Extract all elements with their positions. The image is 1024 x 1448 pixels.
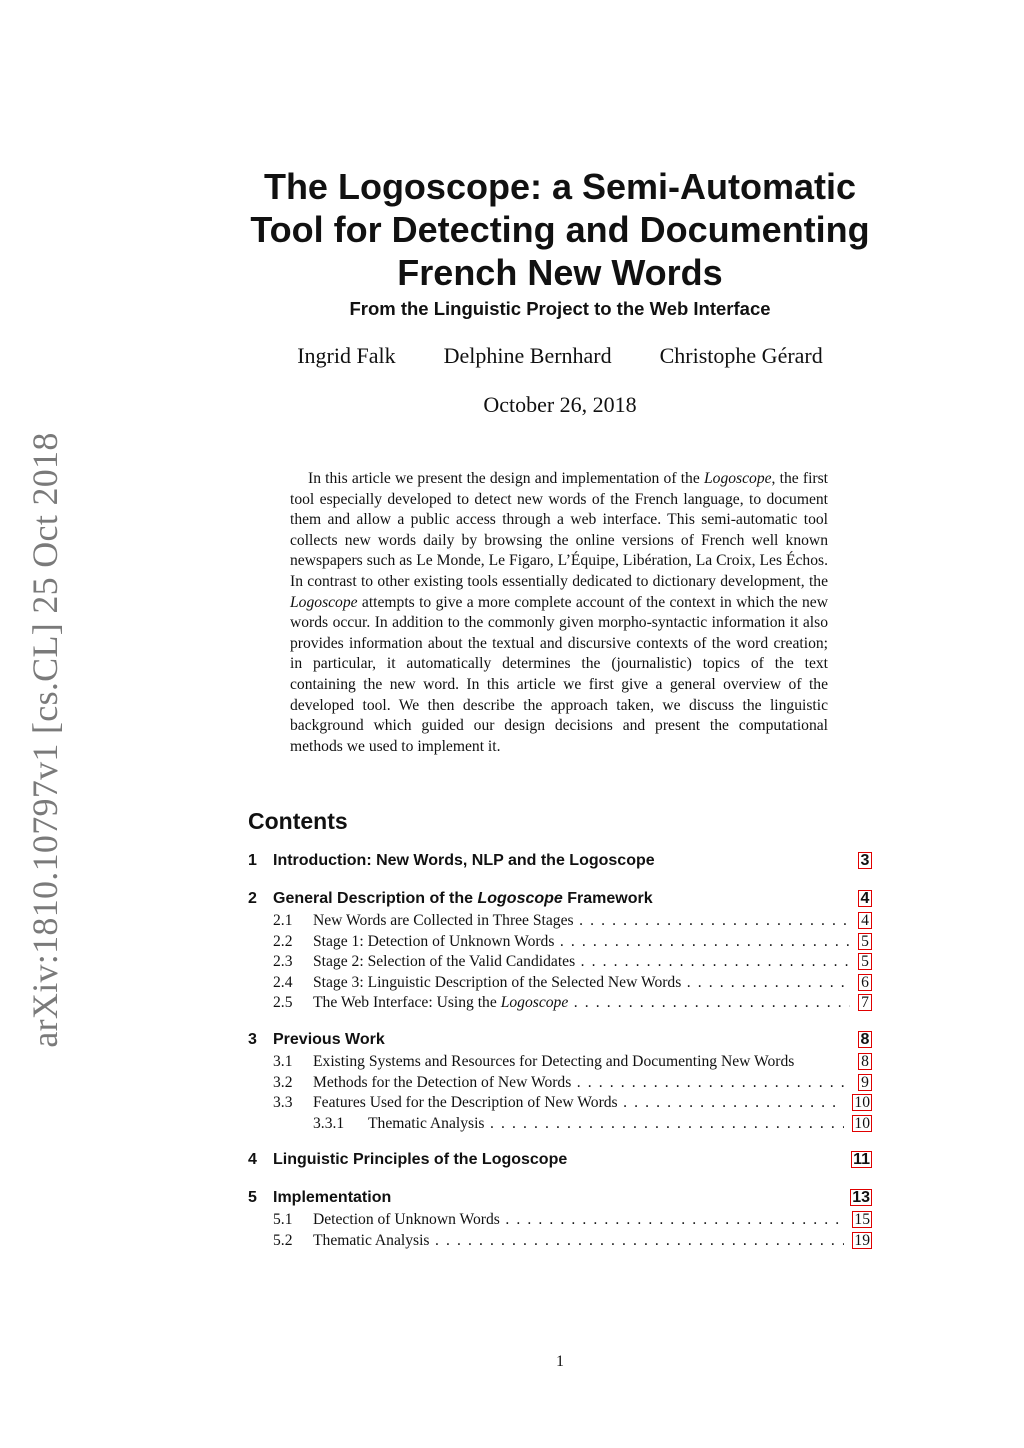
toc-subsection-title: Stage 3: Linguistic Description of the Selected New Words . . .	[313, 974, 850, 992]
paper-subtitle: From the Linguistic Project to the Web Interface	[349, 298, 771, 319]
toc-title-part: General Description of the	[273, 890, 478, 907]
toc-subsection-title: Existing Systems and Resources for Detecting and Documenting New Words	[313, 1052, 795, 1070]
toc-section-number: 1	[248, 852, 257, 869]
toc-section-row[interactable]	[248, 1189, 872, 1211]
title-line: Tool for Detecting and Documenting	[250, 209, 870, 250]
toc-page-link[interactable]: 11	[853, 1151, 870, 1169]
toc-subsection-number: 3.2	[273, 1073, 293, 1091]
toc-section-number: 5	[248, 1189, 257, 1207]
toc-page-link[interactable]: 8	[858, 1053, 872, 1070]
toc-subsection-title: Detection of Unknown Words . . .	[313, 1211, 844, 1229]
toc-page-link[interactable]: 15	[854, 1211, 870, 1229]
toc-subsubsection-number: 3.3.1	[313, 1114, 345, 1132]
title-line: French New Words	[397, 252, 723, 293]
toc-subsection-number: 2.5	[273, 994, 293, 1012]
toc-section-title: Linguistic Principles of the Logoscope	[273, 1151, 568, 1169]
toc-section-row[interactable]	[248, 1031, 872, 1053]
table-of-contents	[248, 852, 872, 1269]
abstract	[290, 469, 828, 757]
toc-subsection-number: 5.2	[273, 1231, 293, 1249]
arxiv-side-stamp: arXiv:1810.10797v1 [cs.CL] 25 Oct 2018	[25, 432, 65, 1048]
toc-subsection-row[interactable]	[248, 1074, 872, 1095]
toc-page-link[interactable]: 5	[858, 953, 872, 970]
toc-section-title: Introduction: New Words, NLP and the Logoscope	[273, 852, 655, 869]
author-name: Christophe Gérard	[659, 343, 823, 368]
toc-section	[248, 1031, 872, 1135]
toc-subsection-number: 2.2	[273, 932, 293, 950]
toc-subsection-row[interactable]	[248, 1232, 872, 1253]
page-number: 1	[556, 1353, 564, 1370]
toc-section	[248, 1189, 872, 1252]
abstract-text: , the first tool especially developed to detect new words of the French language, to document them and allow a public access through a web interface. This semi-automatic tool collects new words daily by browsing the online versions of French well known newspapers such as Le Monde, Le Figaro, L’Équipe, Libération, La Croix, Les Échos. In contrast to other existing tools essentially dedicated to dictionary development, the	[290, 470, 828, 590]
toc-page-link[interactable]: 9	[858, 1074, 872, 1091]
toc-title-emphasis: Logoscope	[500, 994, 569, 1012]
toc-subsection-title: Methods for the Detection of New Words . . .	[313, 1074, 850, 1092]
toc-subsubsection-row[interactable]	[248, 1115, 872, 1136]
toc-section-title: Previous Work	[273, 1030, 385, 1048]
toc-subsection-row[interactable]	[248, 974, 872, 995]
toc-subsection-title: Features Used for the Description of New Words . . .	[313, 1094, 844, 1112]
toc-section-row[interactable]	[248, 890, 872, 912]
toc-subsection-number: 2.1	[273, 912, 293, 929]
toc-subsection-title	[313, 994, 850, 1012]
toc-subsection-title: Stage 1: Detection of Unknown Words . . .	[313, 933, 850, 951]
toc-subsection-number: 3.3	[273, 1094, 293, 1112]
toc-page-link[interactable]: 4	[858, 890, 872, 907]
toc-subsection-row[interactable]	[248, 912, 872, 933]
contents-heading: Contents	[248, 808, 348, 834]
title-line: The Logoscope: a Semi-Automatic	[263, 166, 857, 207]
author-list	[248, 343, 872, 369]
toc-section-number: 2	[248, 890, 257, 907]
toc-subsection-title: New Words are Collected in Three Stages . . .	[313, 912, 850, 930]
toc-section-row[interactable]	[248, 1151, 872, 1173]
toc-subsection-row[interactable]	[248, 1211, 872, 1232]
paper-title	[248, 165, 872, 294]
toc-page-link[interactable]: 7	[858, 994, 872, 1011]
toc-title-emphasis: Logoscope	[477, 890, 563, 907]
toc-subsection-row[interactable]	[248, 953, 872, 974]
toc-subsubsection-title: Thematic Analysis . . .	[368, 1115, 844, 1133]
toc-page-link[interactable]: 19	[854, 1231, 870, 1249]
toc-section-title: Implementation	[273, 1189, 392, 1207]
toc-section	[248, 852, 872, 874]
toc-subsection-number: 3.1	[273, 1052, 293, 1070]
abstract-emphasis: Logoscope	[703, 470, 772, 487]
paper-date: October 26, 2018	[483, 392, 637, 417]
toc-page-link[interactable]: 8	[858, 1031, 872, 1048]
toc-subsection-row[interactable]	[248, 1053, 872, 1074]
toc-subsection-title: Stage 2: Selection of the Valid Candidates . . .	[313, 953, 850, 971]
toc-subsection-row[interactable]	[248, 933, 872, 954]
abstract-text: attempts to give a more complete account of the context in which the new words occur. In addition to the commonly given morpho-syntactic information it also provides information about the textual and discursive contexts of the word creation; in particular, it automatically determines the (journalistic) topics of the text containing the new word. In this article we first give a general overview of the developed tool. We then describe the approach taken, we discuss the linguistic background which guided our design decisions and present the computational methods we used to implement it.	[290, 593, 828, 755]
author-name: Ingrid Falk	[297, 343, 396, 368]
toc-subsection-number: 2.3	[273, 953, 293, 971]
toc-subsection-number: 2.4	[273, 973, 293, 991]
toc-page-link[interactable]: 13	[852, 1189, 870, 1207]
toc-page-link[interactable]: 3	[858, 852, 872, 869]
toc-section	[248, 1151, 872, 1173]
toc-page-link[interactable]: 10	[854, 1094, 870, 1112]
abstract-emphasis: Logoscope	[290, 593, 358, 611]
toc-page-link[interactable]: 6	[858, 974, 872, 991]
toc-title-part: The Web Interface: Using the	[313, 994, 501, 1012]
toc-section-title	[273, 890, 850, 908]
toc-page-link[interactable]: 5	[858, 933, 872, 950]
toc-title-part: Framework	[562, 890, 653, 907]
toc-section-number: 3	[248, 1030, 257, 1048]
toc-page-link[interactable]: 10	[854, 1114, 870, 1132]
toc-subsection-title: Thematic Analysis . . .	[313, 1232, 844, 1250]
toc-subsection-row[interactable]	[248, 1094, 872, 1115]
toc-section	[248, 890, 872, 1015]
toc-section-number: 4	[248, 1151, 257, 1169]
toc-subsection-row[interactable]	[248, 994, 872, 1015]
toc-section-row[interactable]	[248, 852, 872, 874]
abstract-text: In this article we present the design and implementation of the	[308, 470, 704, 487]
toc-page-link[interactable]: 4	[858, 912, 872, 929]
toc-subsection-number: 5.1	[273, 1211, 293, 1229]
author-name: Delphine Bernhard	[443, 343, 612, 368]
